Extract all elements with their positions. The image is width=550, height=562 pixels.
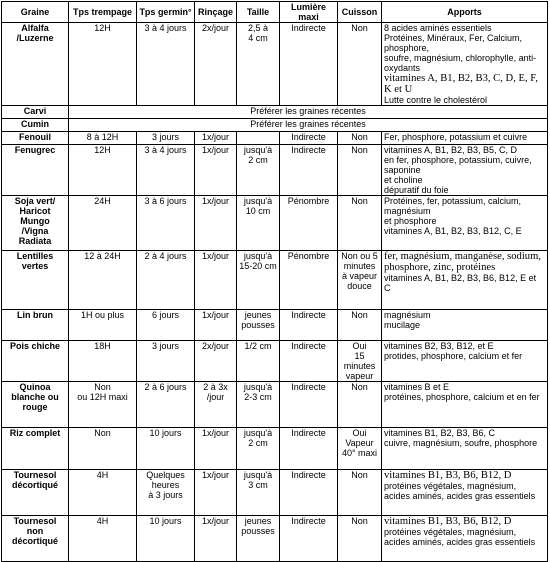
lumiere-value: Indirecte: [291, 132, 326, 142]
apports-line: et phosphore: [384, 216, 437, 226]
germination-cell: [137, 196, 195, 251]
seed-name-cell: [2, 341, 69, 382]
lumiere-cell: [280, 145, 338, 196]
seed-name: Alfalfa /Luzerne: [16, 23, 54, 43]
cuisson-value: Non ou 5 minutes à vapeur douce: [341, 251, 378, 291]
trempage-value: 24H: [94, 196, 111, 206]
apports-line: acides aminés, acides gras essentiels: [384, 537, 536, 547]
germination-cell: [137, 382, 195, 428]
apports-line: vitamines A, B1, B2, B3, B12, C, E: [384, 226, 522, 236]
table-row: [2, 196, 548, 251]
apports-line: vitamines A, B1, B2, B3, B5, C, D: [384, 145, 518, 155]
rincage-cell: [195, 196, 237, 251]
apports-cell: [382, 196, 548, 251]
trempage-value: 1H ou plus: [80, 310, 125, 320]
header-rincage: Rinçage: [195, 2, 237, 23]
apports-line: Protéines, Minéraux, Fer, Calcium, phosphore,: [384, 33, 523, 53]
table-row: [2, 341, 548, 382]
lumiere-value: Indirecte: [291, 341, 326, 351]
apports-line: vitamines B1, B2, B3, B6, C: [384, 428, 496, 438]
germination-cell: [137, 23, 195, 106]
apports-cell: [382, 470, 548, 516]
taille-cell: [237, 516, 280, 562]
table-row: [2, 145, 548, 196]
table-row: [2, 516, 548, 562]
header-tps-germination: Tps germin°: [137, 2, 195, 23]
trempage-cell: [69, 196, 137, 251]
taille-value: 1/2 cm: [244, 341, 272, 351]
apports-cell: [382, 132, 548, 145]
germination-value: 3 jours: [151, 132, 179, 142]
apports-cell: [382, 145, 548, 196]
lumiere-value: Indirecte: [291, 23, 326, 33]
lumiere-value: Indirecte: [291, 145, 326, 155]
seed-name-cell: [2, 132, 69, 145]
lumiere-cell: [280, 196, 338, 251]
apports-line: vitamines A, B1, B2, B3, B6, B12, E et C: [384, 273, 537, 293]
seed-name-cell: [2, 145, 69, 196]
apports-cell: [382, 251, 548, 310]
lumiere-cell: [280, 341, 338, 382]
cuisson-value: Non: [351, 382, 368, 392]
cuisson-value: Oui 15 minutes vapeur: [343, 341, 376, 381]
lumiere-cell: [280, 428, 338, 470]
table-row: [2, 470, 548, 516]
seed-name: Soja vert/ Haricot Mungo /Vigna Radiata: [14, 196, 56, 246]
apports-line: fer, magnésium, manganèse, sodium,: [384, 251, 541, 262]
germination-cell: [137, 470, 195, 516]
taille-cell: [237, 428, 280, 470]
cuisson-value: Non: [351, 196, 368, 206]
apports-line: Lutte contre le cholestérol: [384, 95, 488, 105]
sprouting-table: [1, 1, 548, 562]
note-cell: [69, 106, 548, 119]
germination-value: 3 jours: [151, 341, 179, 351]
apports-line: protéines, phosphore, calcium et en fer: [384, 392, 540, 402]
germination-value: 10 jours: [149, 516, 182, 526]
apports-line: acides aminés, acides gras essentiels: [384, 491, 536, 501]
lumiere-cell: [280, 251, 338, 310]
lumiere-cell: [280, 310, 338, 341]
table-row: [2, 382, 548, 428]
rincage-value: 1x/jour: [201, 428, 229, 438]
lumiere-value: Indirecte: [291, 516, 326, 526]
lumiere-value: Pénombre: [287, 196, 330, 206]
seed-name-cell: [2, 516, 69, 562]
taille-cell: [237, 196, 280, 251]
cuisson-cell: [338, 310, 382, 341]
trempage-value: 4H: [96, 516, 109, 526]
rincage-value: 1x/jour: [201, 310, 229, 320]
header-tps-trempage: Tps trempage: [69, 2, 137, 23]
table-row: [2, 23, 548, 106]
apports-line: vitamines A, B1, B2, B3, C, D, E, F, K et U: [384, 73, 538, 95]
seed-name: Carvi: [23, 106, 47, 116]
rincage-cell: [195, 23, 237, 106]
trempage-value: 12 à 24H: [84, 251, 121, 261]
header-cuisson: Cuisson: [338, 2, 382, 23]
taille-cell: [237, 341, 280, 382]
apports-line: vitamines B1, B3, B6, B12, D: [384, 516, 512, 527]
seed-name-cell: [2, 196, 69, 251]
cuisson-cell: [338, 516, 382, 562]
apports-line: vitamines B2, B3, B12, et E: [384, 341, 494, 351]
rincage-value: 2x/jour: [201, 23, 229, 33]
table-row: [2, 251, 548, 310]
apports-line: et choline: [384, 175, 423, 185]
trempage-value: Non: [94, 428, 111, 438]
cuisson-cell: [338, 428, 382, 470]
lumiere-cell: [280, 23, 338, 106]
germination-cell: [137, 341, 195, 382]
trempage-cell: [69, 23, 137, 106]
rincage-cell: [195, 132, 237, 145]
rincage-value: 1x/jour: [201, 196, 229, 206]
trempage-cell: [69, 310, 137, 341]
seed-name-cell: [2, 382, 69, 428]
trempage-cell: [69, 516, 137, 562]
trempage-value: 18H: [94, 341, 111, 351]
taille-value: jusqu'à 3 cm: [243, 470, 273, 490]
trempage-cell: [69, 341, 137, 382]
table-row: [2, 310, 548, 341]
seed-name: Cumin: [21, 119, 49, 129]
taille-cell: [237, 23, 280, 106]
table-row: [2, 428, 548, 470]
germination-cell: [137, 145, 195, 196]
apports-line: en fer, phosphore, potassium, cuivre, saponine: [384, 155, 532, 175]
rincage-value: 1x/jour: [201, 132, 229, 142]
apports-cell: [382, 341, 548, 382]
cuisson-value: Non: [351, 516, 368, 526]
apports-line: dépuratif du foie: [384, 185, 449, 195]
apports-line: protéines végétales, magnésium,: [384, 481, 517, 491]
trempage-value: Non ou 12H maxi: [77, 382, 128, 402]
apports-line: 8 acides aminés essentiels: [384, 23, 492, 33]
lumiere-cell: [280, 132, 338, 145]
apports-line: Fer, phosphore, potassium et cuivre: [384, 132, 528, 142]
lumiere-value: Indirecte: [291, 428, 326, 438]
rincage-cell: [195, 382, 237, 428]
germination-value: 10 jours: [149, 428, 182, 438]
germination-cell: [137, 428, 195, 470]
note-text: Préférer les graines récentes: [250, 106, 366, 116]
cuisson-cell: [338, 341, 382, 382]
apports-cell: [382, 310, 548, 341]
seed-name-cell: [2, 470, 69, 516]
germination-value: 3 à 4 jours: [144, 145, 187, 155]
seed-name: Tournesol décortiqué: [11, 470, 58, 490]
table-row: [2, 132, 548, 145]
cuisson-value: Oui Vapeur 40° maxi: [341, 428, 378, 458]
taille-cell: [237, 251, 280, 310]
rincage-value: 1x/jour: [201, 145, 229, 155]
rincage-cell: [195, 145, 237, 196]
germination-value: Quelques heures à 3 jours: [146, 470, 185, 500]
germination-cell: [137, 310, 195, 341]
lumiere-cell: [280, 382, 338, 428]
trempage-value: 4H: [96, 470, 109, 480]
cuisson-value: Non: [351, 132, 368, 142]
germination-cell: [137, 516, 195, 562]
rincage-value: 2 à 3x /jour: [203, 382, 228, 402]
lumiere-value: Indirecte: [291, 470, 326, 480]
taille-value: jeunes pousses: [241, 516, 275, 536]
rincage-value: 2x/jour: [201, 341, 229, 351]
taille-value: jeunes pousses: [241, 310, 275, 330]
germination-cell: [137, 132, 195, 145]
seed-name-cell: [2, 251, 69, 310]
note-text: Préférer les graines récentes: [250, 119, 366, 129]
taille-cell: [237, 132, 280, 145]
trempage-value: 12H: [94, 23, 111, 33]
table-row: [2, 106, 548, 119]
apports-line: Protéines, fer, potassium, calcium, magnésium: [384, 196, 522, 216]
trempage-cell: [69, 428, 137, 470]
cuisson-cell: [338, 196, 382, 251]
trempage-cell: [69, 132, 137, 145]
apports-line: vitamines B et E: [384, 382, 450, 392]
seed-name: Lentilles vertes: [16, 251, 54, 271]
apports-line: phosphore, zinc, protéines: [384, 262, 496, 273]
cuisson-cell: [338, 382, 382, 428]
taille-value: jusqu'à 10 cm: [243, 196, 273, 216]
trempage-cell: [69, 470, 137, 516]
germination-value: 3 à 6 jours: [144, 196, 187, 206]
seed-name-cell: [2, 310, 69, 341]
taille-cell: [237, 382, 280, 428]
seed-name-cell: [2, 428, 69, 470]
apports-cell: [382, 23, 548, 106]
rincage-value: 1x/jour: [201, 470, 229, 480]
rincage-cell: [195, 428, 237, 470]
rincage-cell: [195, 470, 237, 516]
cuisson-cell: [338, 23, 382, 106]
seed-name: Lin brun: [17, 310, 53, 320]
germination-value: 2 à 4 jours: [144, 251, 187, 261]
trempage-cell: [69, 145, 137, 196]
rincage-cell: [195, 310, 237, 341]
header-lumiere-maxi: Lumière maxi: [280, 2, 338, 23]
germination-cell: [137, 251, 195, 310]
cuisson-cell: [338, 132, 382, 145]
rincage-value: 1x/jour: [201, 251, 229, 261]
seed-name: Fenouil: [19, 132, 51, 142]
apports-line: protides, phosphore, calcium et fer: [384, 351, 523, 361]
taille-cell: [237, 470, 280, 516]
taille-cell: [237, 310, 280, 341]
lumiere-value: Pénombre: [287, 251, 330, 261]
apports-line: soufre, magnésium, chlorophylle, anti-oxydants: [384, 53, 537, 73]
header-taille: Taille: [237, 2, 280, 23]
lumiere-value: Indirecte: [291, 310, 326, 320]
note-cell: [69, 119, 548, 132]
germination-value: 6 jours: [151, 310, 179, 320]
apports-line: protéines végétales, magnésium,: [384, 527, 517, 537]
apports-line: mucilage: [384, 320, 421, 330]
rincage-cell: [195, 516, 237, 562]
cuisson-cell: [338, 251, 382, 310]
seed-name: Riz complet: [9, 428, 61, 438]
taille-value: 2,5 à 4 cm: [247, 23, 269, 43]
cuisson-value: Non: [351, 470, 368, 480]
seed-name-cell: [2, 23, 69, 106]
apports-cell: [382, 428, 548, 470]
seed-name-cell: [2, 119, 69, 132]
apports-line: magnésium: [384, 310, 431, 320]
trempage-value: 12H: [94, 145, 111, 155]
taille-cell: [237, 145, 280, 196]
seed-name: Quinoa blanche ou rouge: [11, 382, 59, 412]
cuisson-value: Non: [351, 145, 368, 155]
lumiere-value: Indirecte: [291, 382, 326, 392]
taille-value: jusqu'à 15-20 cm: [239, 251, 277, 271]
taille-value: jusqu'à 2-3 cm: [243, 382, 273, 402]
cuisson-cell: [338, 145, 382, 196]
rincage-value: 1x/jour: [201, 516, 229, 526]
lumiere-cell: [280, 470, 338, 516]
table-row: [2, 119, 548, 132]
cuisson-cell: [338, 470, 382, 516]
germination-value: 2 à 6 jours: [144, 382, 187, 392]
apports-line: vitamines B1, B3, B6, B12, D: [384, 470, 512, 481]
header-graine: Graine: [2, 2, 69, 23]
header-row: [2, 2, 548, 23]
lumiere-cell: [280, 516, 338, 562]
apports-line: cuivre, magnésium, soufre, phosphore: [384, 438, 538, 448]
apports-cell: [382, 516, 548, 562]
seed-name: Tournesol non décortiqué: [11, 516, 58, 546]
taille-value: jusqu'à 2 cm: [243, 145, 273, 165]
trempage-cell: [69, 251, 137, 310]
apports-cell: [382, 382, 548, 428]
seed-name: Pois chiche: [9, 341, 61, 351]
trempage-value: 8 à 12H: [86, 132, 119, 142]
seed-name: Fenugrec: [14, 145, 56, 155]
header-apports: Apports: [382, 2, 548, 23]
trempage-cell: [69, 382, 137, 428]
rincage-cell: [195, 341, 237, 382]
taille-value: jusqu'à 2 cm: [243, 428, 273, 448]
cuisson-value: Non: [351, 310, 368, 320]
germination-value: 3 à 4 jours: [144, 23, 187, 33]
seed-name-cell: [2, 106, 69, 119]
rincage-cell: [195, 251, 237, 310]
cuisson-value: Non: [351, 23, 368, 33]
